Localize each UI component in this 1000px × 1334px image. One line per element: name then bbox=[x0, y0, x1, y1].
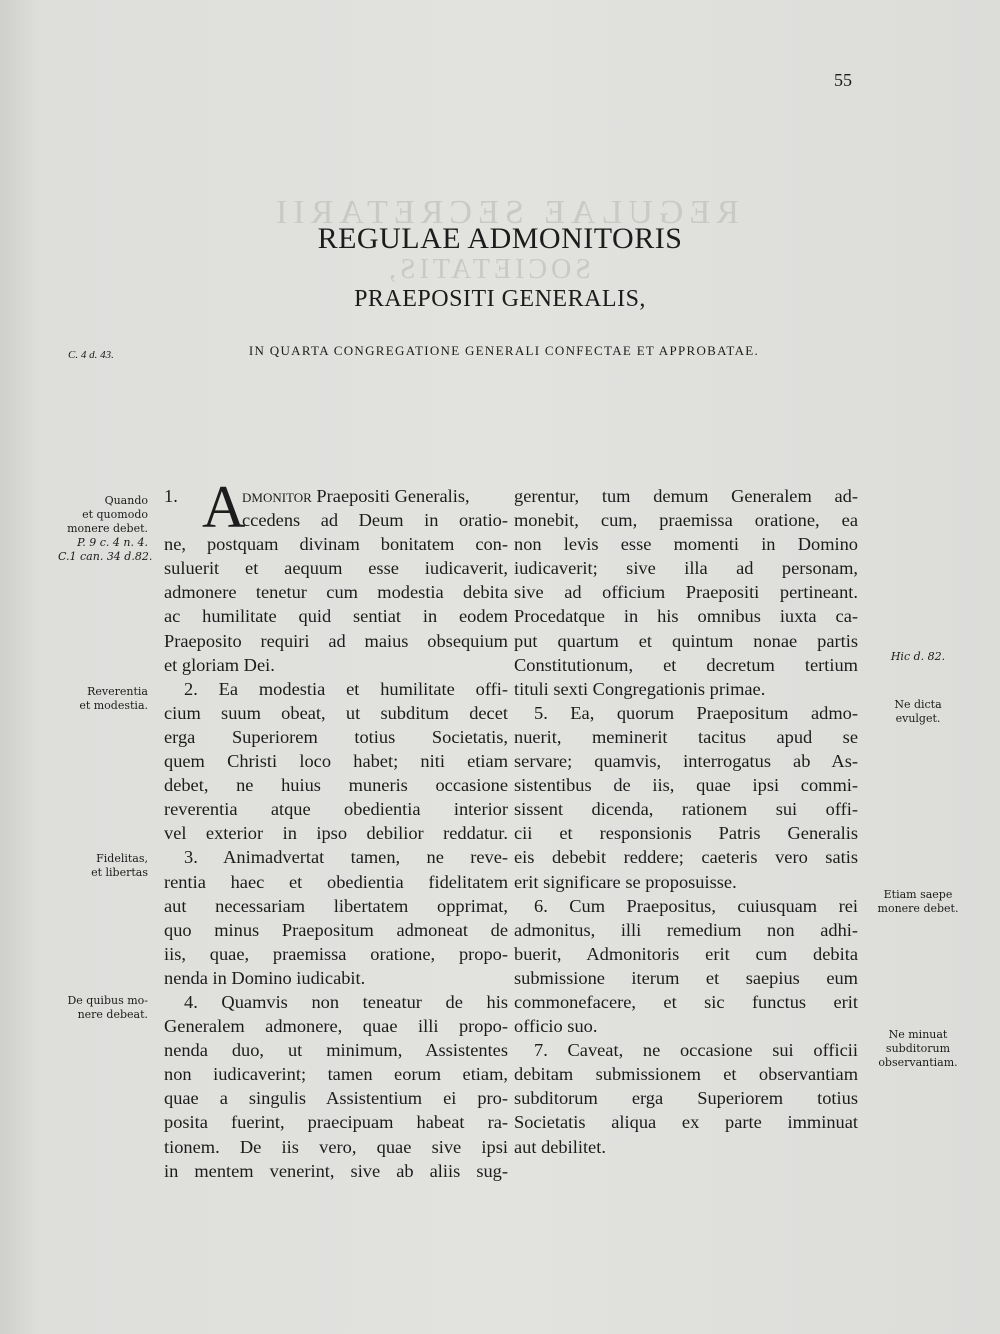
text-line: 5. Ea, quorum Praepositum admo- bbox=[534, 702, 858, 723]
text-line: quem Christi loco habet; niti etiam bbox=[164, 751, 508, 772]
text-line: quae a singulis Assistentium ei pro- bbox=[164, 1088, 508, 1109]
text-line: 2. Ea modestia et humilitate offi- bbox=[184, 678, 508, 699]
margin-note-line: observantiam. bbox=[878, 1056, 958, 1069]
margin-note-line: P. 9 c. 4 n. 4. bbox=[77, 536, 148, 549]
left-column bbox=[164, 474, 508, 1183]
bleed-through-title: REGULAE SECRETARII bbox=[270, 194, 739, 231]
drop-cap: A bbox=[202, 474, 246, 540]
bleed-through-subtitle: SOCIETATIS, bbox=[385, 254, 591, 285]
margin-note-line: et modestia. bbox=[79, 699, 148, 712]
text-line: 4. Quamvis non teneatur de his bbox=[184, 991, 508, 1012]
text-line: Procedatque in his omnibus iuxta ca- bbox=[514, 606, 858, 627]
text-line: nenda duo, ut minimum, Assistentes bbox=[164, 1040, 508, 1061]
text-line: erga Superiorem totius Societatis, bbox=[164, 726, 508, 747]
left-column-lines bbox=[164, 508, 508, 1183]
paragraph-number: 1. bbox=[164, 486, 178, 506]
text-line: sistentibus de iis, quae ipsi commi- bbox=[514, 775, 858, 796]
text-line: 6. Cum Praepositus, cuiusquam rei bbox=[534, 895, 858, 916]
text-line: 3. Animadvertat tamen, ne reve- bbox=[184, 847, 508, 868]
first-line-rest: Praepositi Generalis, bbox=[311, 486, 470, 506]
margin-note-line: evulget. bbox=[895, 712, 941, 725]
margin-note-line: et quomodo bbox=[82, 508, 148, 521]
text-line: servare; quamvis, interrogatus ab As- bbox=[514, 751, 858, 772]
margin-note-line: Ne dicta bbox=[894, 698, 942, 711]
text-line: tituli sexti Congregationis primae. bbox=[514, 678, 766, 699]
text-line: nuerit, meminerit tacitus apud se bbox=[514, 726, 858, 747]
text-line: sissent dicenda, rationem sui offi- bbox=[514, 799, 858, 820]
text-line: rentia haec et obedientia fidelitatem bbox=[164, 871, 508, 892]
text-line: Generalem admonere, quae illi propo- bbox=[164, 1016, 508, 1037]
text-line: reverentia atque obedientia interior bbox=[164, 799, 508, 820]
text-line: Constitutionum, et decretum tertium bbox=[514, 654, 858, 675]
right-column-lines bbox=[514, 484, 858, 1159]
margin-note-line: C.1 can. 34 d.82. bbox=[58, 550, 153, 563]
margin-note-line: Hic d. 82. bbox=[890, 650, 946, 663]
text-line: debitam submissionem et observantiam bbox=[514, 1064, 858, 1085]
text-line: ccedens ad Deum in oratio- bbox=[242, 510, 508, 531]
margin-note-line: Reverentia bbox=[87, 685, 148, 698]
page-title: REGULAE ADMONITORIS bbox=[317, 222, 683, 255]
text-line: et gloriam Dei. bbox=[164, 654, 275, 675]
text-line: gerentur, tum demum Generalem ad- bbox=[514, 486, 858, 506]
margin-note-right-2 bbox=[868, 698, 968, 726]
margin-note-line: Quando bbox=[104, 494, 148, 507]
smallcaps-word: dmonitor bbox=[242, 486, 312, 506]
text-line: 7. Caveat, ne occasione sui officii bbox=[534, 1040, 858, 1061]
text-line: ne, postquam divinam bonitatem con- bbox=[164, 534, 508, 555]
margin-note-line: et libertas bbox=[91, 866, 148, 879]
margin-note-right-4 bbox=[868, 1028, 968, 1070]
text-line: admonitus, illi remedium non adhi- bbox=[514, 919, 858, 940]
margin-note-right-1 bbox=[868, 650, 968, 664]
margin-note-line: monere debet. bbox=[67, 522, 148, 535]
text-line: iudicaverit; sive illa ad personam, bbox=[514, 558, 858, 579]
margin-note-line: nere debeat. bbox=[77, 1008, 148, 1021]
text-line: non levis esse momenti in Domino bbox=[514, 534, 858, 555]
margin-note-line: Fidelitas, bbox=[96, 852, 148, 865]
text-line: eis debebit reddere; caeteris vero satis bbox=[514, 847, 858, 868]
margin-note-line: subditorum bbox=[885, 1042, 951, 1055]
margin-note-left-4 bbox=[58, 994, 148, 1022]
text-line: cii et responsionis Patris Generalis bbox=[514, 823, 858, 844]
text-line: submissione iterum et saepius eum bbox=[514, 967, 858, 988]
margin-note-line: Ne minuat bbox=[888, 1028, 948, 1041]
margin-note-left-3 bbox=[58, 852, 148, 880]
text-line: in mentem venerint, sive ab aliis sug- bbox=[164, 1160, 508, 1181]
text-line: aut necessariam libertatem opprimat, bbox=[164, 895, 508, 916]
right-column bbox=[514, 484, 858, 1159]
text-line: aut debilitet. bbox=[514, 1136, 606, 1157]
text-line: quo minus Praepositum admoneat de bbox=[164, 919, 508, 940]
margin-note-right-3 bbox=[868, 888, 968, 916]
text-line: commonefacere, et sic functus erit bbox=[514, 991, 858, 1012]
margin-citation: C. 4 d. 43. bbox=[68, 349, 114, 361]
text-line: monebit, cum, praemissa oratione, ea bbox=[514, 510, 858, 531]
text-line: officio suo. bbox=[514, 1016, 598, 1037]
text-line: tionem. De iis vero, quae sive ipsi bbox=[164, 1136, 508, 1157]
text-line: erit significare se proposuisse. bbox=[514, 871, 737, 892]
page-subtitle: PRAEPOSITI GENERALIS, bbox=[354, 286, 646, 312]
margin-note-line: Etiam saepe bbox=[883, 888, 953, 901]
text-line: iis, quae, praemissa oratione, propo- bbox=[164, 943, 508, 964]
text-line: nenda in Domino iudicabit. bbox=[164, 967, 366, 988]
text-line: sive ad officium Praepositi pertineant. bbox=[514, 582, 858, 603]
text-line: suluerit et aequum esse iudicaverit, bbox=[164, 558, 508, 579]
text-line: non iudicaverint; tamen eorum etiam, bbox=[164, 1064, 508, 1085]
approval-line: IN QUARTA CONGREGATIONE GENERALI CONFECTAE ET APPROBATAE. bbox=[248, 343, 760, 358]
text-line: vel exterior in ipso debilior reddatur. bbox=[164, 823, 508, 844]
page-number: 55 bbox=[834, 70, 852, 90]
margin-note-left-2 bbox=[58, 685, 148, 713]
text-line: posita fuerint, praecipuam habeat ra- bbox=[164, 1112, 508, 1133]
text-line: buerit, Admonitoris erit cum debita bbox=[514, 943, 858, 964]
text-line: cium suum obeat, ut subditum decet bbox=[164, 702, 508, 723]
text-line: debet, ne huius muneris occasione bbox=[164, 775, 508, 796]
text-line: Praeposito requiri ad maius obsequium bbox=[164, 630, 508, 651]
text-line: subditorum erga Superiorem totius bbox=[514, 1088, 858, 1109]
text-line: put quartum et quintum nonae partis bbox=[514, 630, 858, 651]
margin-note-line: monere debet. bbox=[877, 902, 959, 915]
text-line: Societatis aliqua ex parte imminuat bbox=[514, 1112, 858, 1133]
text-line: ac humilitate quid sentiat in eodem bbox=[164, 606, 508, 627]
margin-note-left-1 bbox=[58, 494, 153, 564]
text-line: admonere tenetur cum modestia debita bbox=[164, 582, 508, 603]
margin-note-line: De quibus mo- bbox=[67, 994, 148, 1007]
